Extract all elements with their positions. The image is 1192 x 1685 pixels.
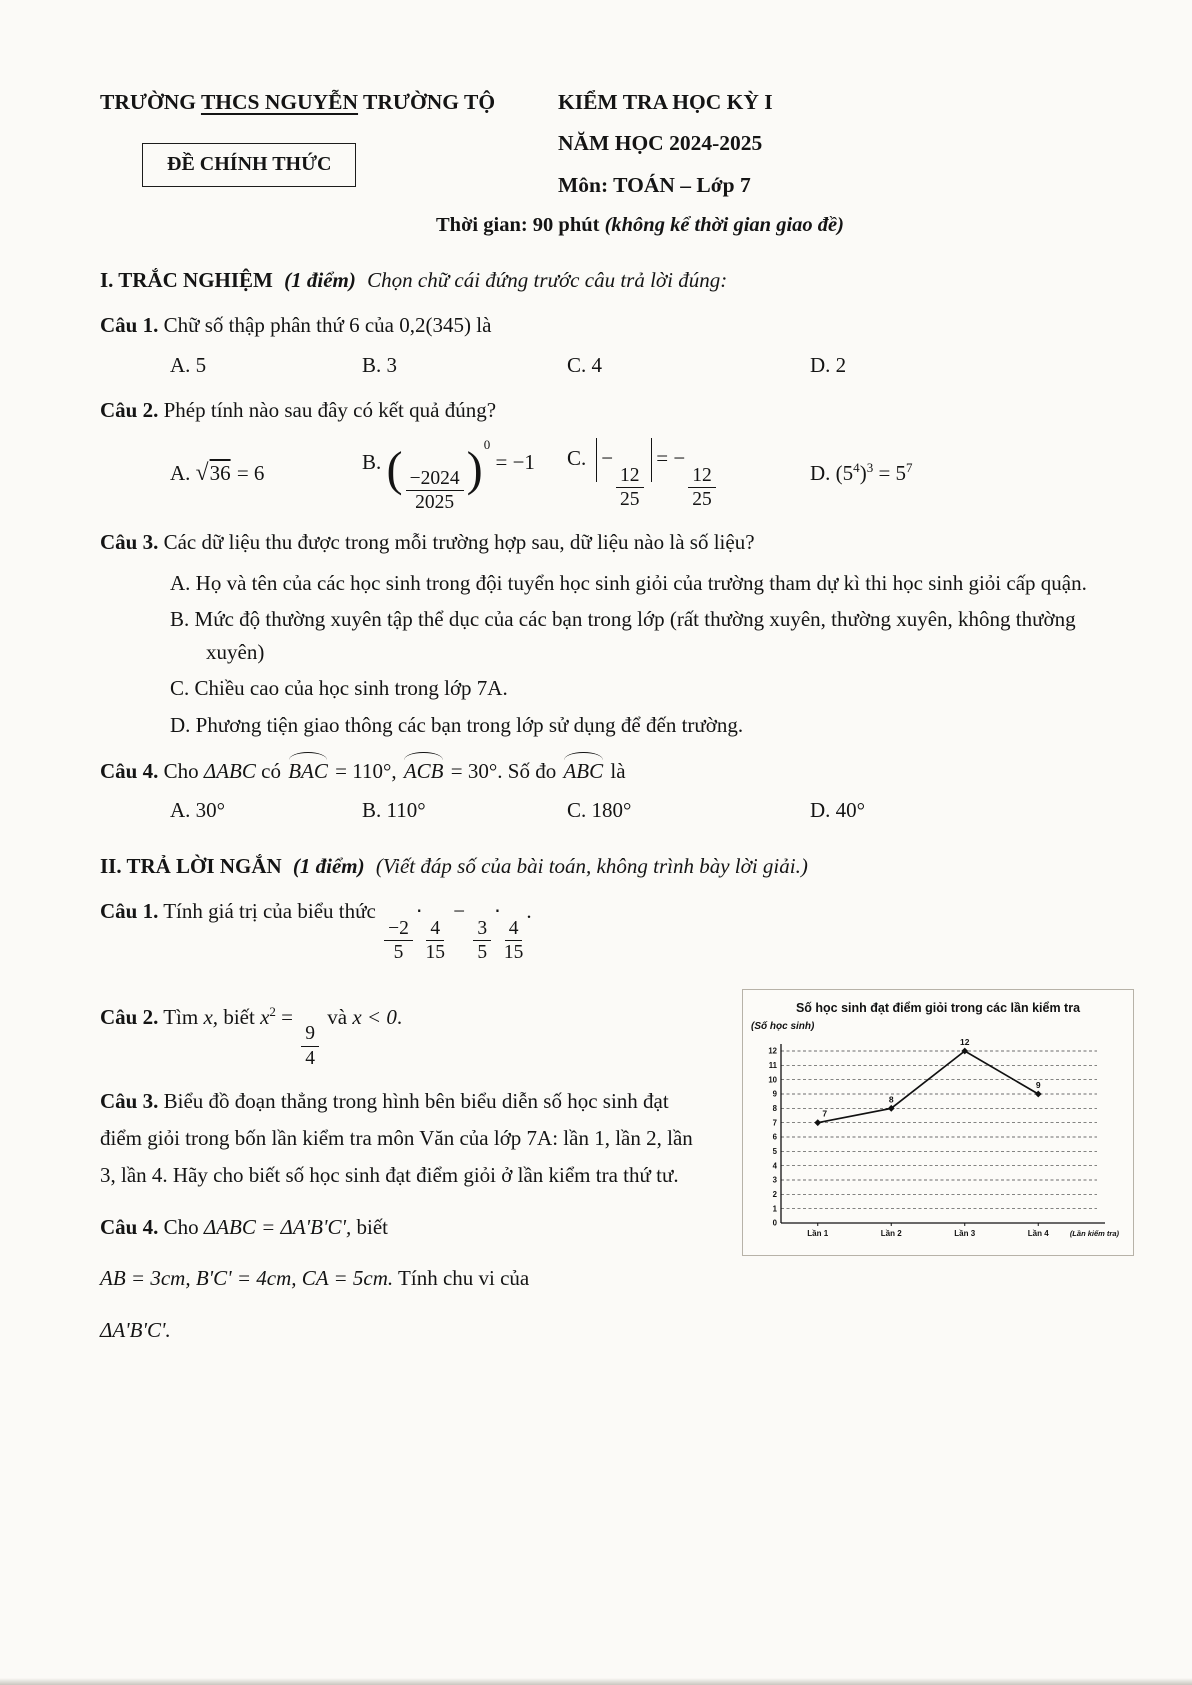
official-exam-box: [142, 143, 356, 187]
option-a-rhs: = 6: [231, 461, 265, 486]
question-1-option-d: [810, 350, 1134, 382]
option-a-math: [196, 461, 265, 485]
sec2-question-3-label: Câu 3.: [100, 1088, 159, 1113]
question-4-option-d: [810, 795, 1134, 827]
multiply-dot: ⋅: [415, 899, 423, 924]
exam-title: KIỂM TRA HỌC KỲ I: [558, 90, 773, 114]
sec2-question-1-label: Câu 1.: [100, 899, 159, 924]
question-1-options: [170, 350, 1134, 382]
question-3-option-d: [170, 709, 1134, 742]
fraction: [301, 1023, 319, 1068]
section-1-note: Chọn chữ cái đứng trước câu trả lời đúng:: [367, 267, 728, 292]
radical-sign: √: [195, 460, 209, 487]
svg-text:7: 7: [822, 1108, 828, 1119]
section-1-points: (1 điểm): [284, 267, 356, 292]
option-value: 110°: [386, 798, 426, 823]
school-name: [100, 86, 536, 118]
option-key: D.: [170, 712, 191, 737]
question-4-tail: là: [610, 758, 626, 783]
sec2-question-1-expression: [381, 899, 532, 963]
svg-text:2: 2: [772, 1189, 777, 1199]
exponent: 2: [269, 1003, 276, 1019]
question-2-option-b: [362, 435, 567, 514]
question-4-options: [170, 795, 1134, 827]
exam-duration-label: Thời gian: 90 phút: [436, 213, 605, 236]
section-1-title: I. TRẮC NGHIỆM: [100, 267, 273, 292]
svg-text:3: 3: [772, 1175, 777, 1185]
angle-bac-value: = 110°,: [335, 758, 397, 783]
official-exam-label: ĐỀ CHÍNH THỨC: [167, 153, 332, 176]
score-line-chart: [742, 989, 1134, 1256]
exam-duration: [436, 210, 1134, 241]
sec2-question-2-mid: biết: [223, 1004, 255, 1029]
svg-text:10: 10: [768, 1074, 777, 1084]
section-2-note: (Viết đáp số của bài toán, không trình bày lời giải.): [375, 853, 808, 878]
fraction-denominator: 15: [425, 941, 446, 963]
svg-text:9: 9: [1035, 1079, 1041, 1090]
question-4-option-c: [567, 795, 810, 827]
svg-text:Lần 4: Lần 4: [1027, 1228, 1049, 1238]
fraction-denominator: 25: [692, 488, 712, 510]
sec2-question-1-text: Tính giá trị của biểu thức: [163, 899, 376, 924]
option-d-math: [836, 461, 913, 485]
exponent: 0: [483, 436, 491, 452]
sec2-question-4-line2: [100, 1260, 700, 1297]
minus-sign: −: [601, 445, 614, 470]
question-1-option-c: [567, 350, 810, 382]
option-key: B.: [362, 449, 382, 474]
fraction-numerator: 3: [473, 918, 491, 941]
fraction-numerator: −2024: [406, 468, 464, 491]
exam-duration-note: (không kể thời gian giao đề): [604, 213, 844, 236]
question-4-pre: Cho: [163, 758, 199, 783]
svg-text:Lần 2: Lần 2: [880, 1228, 902, 1238]
period: .: [526, 899, 532, 924]
svg-text:Lần 3: Lần 3: [954, 1228, 976, 1238]
chart-y-axis-label: (Số học sinh): [751, 1020, 815, 1032]
option-key: B.: [362, 352, 382, 377]
question-3-options: [170, 567, 1134, 742]
svg-text:6: 6: [772, 1132, 777, 1142]
school-name-underlined: THCS NGUYỄN: [200, 90, 359, 114]
option-value: Mức độ thường xuyên tập thể dục của các bạn trong lớp (rất thường xuyên, thường xuyên, không thường xuyên): [194, 607, 1076, 664]
svg-text:0: 0: [772, 1218, 777, 1228]
section-2-points: (1 điểm): [292, 853, 365, 878]
fraction-denominator: 4: [305, 1047, 316, 1069]
exponent: 7: [906, 460, 913, 476]
question-2: [100, 395, 1134, 427]
angle-abc: ABC: [561, 756, 605, 788]
left-paren: (: [386, 442, 403, 496]
fraction-denominator: 5: [393, 941, 404, 963]
option-value: 40°: [835, 798, 866, 823]
section-2-left-column: [100, 985, 726, 1357]
sec2-question-2-label: Câu 2.: [100, 1004, 159, 1029]
section-2-columns: [100, 985, 1134, 1357]
question-1-option-b: [362, 350, 567, 382]
power-close: ): [859, 461, 867, 486]
exam-year: NĂM HỌC 2024-2025: [558, 131, 763, 156]
fraction-numerator: −2: [384, 918, 413, 941]
equals-sign: =: [281, 1004, 293, 1029]
question-3-option-a: [170, 567, 1134, 600]
right-paren: ): [466, 442, 483, 496]
option-value: 30°: [195, 798, 226, 823]
fraction-numerator: 12: [688, 465, 716, 488]
sec2-question-4-tail: Tính chu vi của: [398, 1266, 530, 1291]
option-value: Phương tiện giao thông các bạn trong lớp sử dụng để đến trường.: [195, 712, 744, 737]
question-4-label: Câu 4.: [100, 758, 159, 783]
svg-text:12: 12: [768, 1046, 777, 1056]
question-3: [100, 527, 1134, 559]
option-d-rhs: = 5: [873, 461, 907, 486]
chart-title: Số học sinh đạt điểm giỏi trong các lần kiểm tra: [795, 1000, 1081, 1015]
angle-acb: ACB: [402, 756, 446, 788]
section-2-heading: [100, 851, 1134, 883]
triangle-a-prime: ΔA'B'C'.: [100, 1317, 171, 1342]
question-4-option-a: [170, 795, 362, 827]
congruence-equation: ΔABC = ΔA'B'C',: [203, 1214, 352, 1239]
question-2-option-a: [170, 456, 362, 491]
sec2-question-2-equation: [260, 1003, 322, 1069]
fraction-numerator: 9: [301, 1023, 319, 1046]
multiply-dot: ⋅: [494, 899, 501, 924]
option-key: C.: [567, 798, 587, 823]
sec2-question-4-line1: [100, 1209, 700, 1246]
fraction: [426, 918, 446, 963]
exam-header: [100, 86, 1134, 241]
sec2-question-1: [100, 896, 1134, 963]
svg-text:12: 12: [960, 1036, 970, 1047]
minus-sign: −: [453, 899, 466, 924]
abs-bar-right: [651, 438, 653, 482]
option-b-rhs: = −1: [490, 449, 535, 474]
scan-bottom-edge: [0, 1678, 1192, 1685]
fraction: [384, 918, 413, 963]
option-key: C.: [567, 352, 587, 377]
option-key: C.: [567, 445, 587, 470]
sec2-question-2: [100, 999, 700, 1069]
question-2-option-d: [810, 458, 1134, 490]
question-4: [100, 756, 1134, 788]
sec2-question-4-line3: [100, 1312, 700, 1349]
question-1: [100, 310, 1134, 342]
svg-text:8: 8: [888, 1094, 894, 1105]
abs-bar-left: [596, 438, 598, 482]
angle-acb-value: = 30°.: [450, 758, 503, 783]
fraction: [406, 468, 464, 513]
fraction: [504, 918, 524, 963]
question-3-text: Các dữ liệu thu được trong mỗi trường hợp sau, dữ liệu nào là số liệu?: [163, 530, 755, 555]
fraction-denominator: 15: [503, 941, 524, 963]
option-key: B.: [170, 607, 190, 632]
question-4-option-b: [362, 795, 567, 827]
option-key: A.: [170, 570, 191, 595]
svg-text:9: 9: [772, 1089, 777, 1099]
option-key: D.: [810, 798, 831, 823]
sec2-question-3: [100, 1083, 700, 1195]
option-c-math: [592, 445, 719, 510]
option-key: D.: [810, 352, 831, 377]
fraction-denominator: 2025: [415, 492, 455, 514]
svg-text:Lần 1: Lần 1: [807, 1228, 829, 1238]
option-value: 2: [835, 352, 847, 377]
exponent: 4: [853, 460, 860, 476]
sec2-question-4-mid: biết: [356, 1214, 388, 1239]
question-2-text: Phép tính nào sau đây có kết quả đúng?: [163, 398, 497, 422]
fraction-denominator: 5: [477, 941, 488, 963]
variable-x: x: [260, 1004, 270, 1029]
sec2-question-4-label: Câu 4.: [100, 1214, 159, 1239]
option-value: 180°: [591, 798, 632, 823]
fraction: [616, 465, 644, 510]
option-key: B.: [362, 798, 382, 823]
sec2-question-4-pre: Cho: [163, 1214, 199, 1239]
fraction: [688, 465, 716, 510]
fraction-numerator: 4: [505, 918, 523, 941]
school-name-pre: TRƯỜNG: [100, 90, 201, 114]
question-3-option-c: [170, 672, 1134, 705]
section-2-title: II. TRẢ LỜI NGẮN: [100, 853, 282, 878]
chart-plot: [751, 1035, 1125, 1251]
question-1-text: Chữ số thập phân thứ 6 của: [163, 313, 395, 337]
sec2-question-2-post: và: [327, 1004, 348, 1029]
question-1-tail: là: [476, 313, 492, 337]
fraction-denominator: 25: [620, 488, 640, 510]
question-2-options: [170, 435, 1134, 514]
side-lengths: AB = 3cm, B'C' = 4cm, CA = 5cm.: [100, 1266, 394, 1291]
option-value: 4: [591, 352, 603, 377]
exponent: 3: [866, 460, 874, 476]
school-name-post: TRƯỜNG TỘ: [358, 90, 496, 114]
option-key: A.: [170, 461, 191, 486]
option-b-math: [386, 436, 535, 514]
question-1-math: 0,2(345): [399, 313, 472, 337]
fraction: [473, 918, 491, 963]
equals-minus: = −: [656, 445, 686, 470]
section-2-right-column: [742, 985, 1134, 1357]
option-value: 3: [386, 352, 398, 377]
svg-text:(Lần kiểm tra): (Lần kiểm tra): [1069, 1228, 1119, 1238]
question-3-label: Câu 3.: [100, 530, 159, 555]
option-key: C.: [170, 676, 190, 701]
svg-text:4: 4: [772, 1160, 777, 1170]
fraction-numerator: 12: [616, 465, 644, 488]
radicand: 36: [209, 461, 231, 486]
power-open: (5: [835, 461, 854, 486]
section-1-heading: [100, 265, 1134, 297]
header-left: [100, 86, 536, 187]
option-value: 5: [195, 352, 207, 377]
svg-text:7: 7: [772, 1117, 777, 1127]
question-4-post: Số đo: [507, 758, 557, 783]
question-2-label: Câu 2.: [100, 398, 159, 422]
exam-subject: Môn: TOÁN – Lớp 7: [558, 172, 751, 197]
option-key: A.: [170, 352, 191, 377]
option-value: Họ và tên của các học sinh trong đội tuyển học sinh giỏi của trường tham dự kì thi học sinh giỏi cấp quận.: [195, 570, 1087, 595]
question-4-mid: có: [261, 758, 281, 783]
svg-text:5: 5: [772, 1146, 777, 1156]
question-3-option-b: [170, 603, 1134, 668]
question-1-label: Câu 1.: [100, 313, 159, 337]
variable-x: x,: [203, 1004, 219, 1029]
fraction-numerator: 4: [426, 918, 444, 941]
header-right: [436, 86, 1134, 241]
option-key: A.: [170, 798, 191, 823]
sec2-question-3-text: Biểu đồ đoạn thẳng trong hình bên biểu diễn số học sinh đạt điểm giỏi trong bốn lần kiểm tra môn Văn của lớp 7A: lần 1, lần 2, lần 3, lần 4. Hãy cho biết số học sinh đạt điểm giỏi ở lần kiểm tra thứ tư.: [100, 1088, 693, 1188]
svg-text:11: 11: [768, 1060, 777, 1070]
question-2-option-c: [567, 438, 810, 510]
triangle-abc: ΔABC: [203, 758, 256, 783]
option-value: Chiều cao của học sinh trong lớp 7A.: [194, 676, 508, 701]
svg-text:8: 8: [772, 1103, 777, 1113]
option-key: D.: [810, 461, 831, 486]
question-1-option-a: [170, 350, 362, 382]
angle-bac: BAC: [286, 756, 330, 788]
condition: x < 0: [352, 1004, 397, 1029]
svg-text:1: 1: [772, 1203, 777, 1213]
sec2-question-2-pre: Tìm: [163, 1004, 199, 1029]
period: .: [396, 1004, 403, 1029]
